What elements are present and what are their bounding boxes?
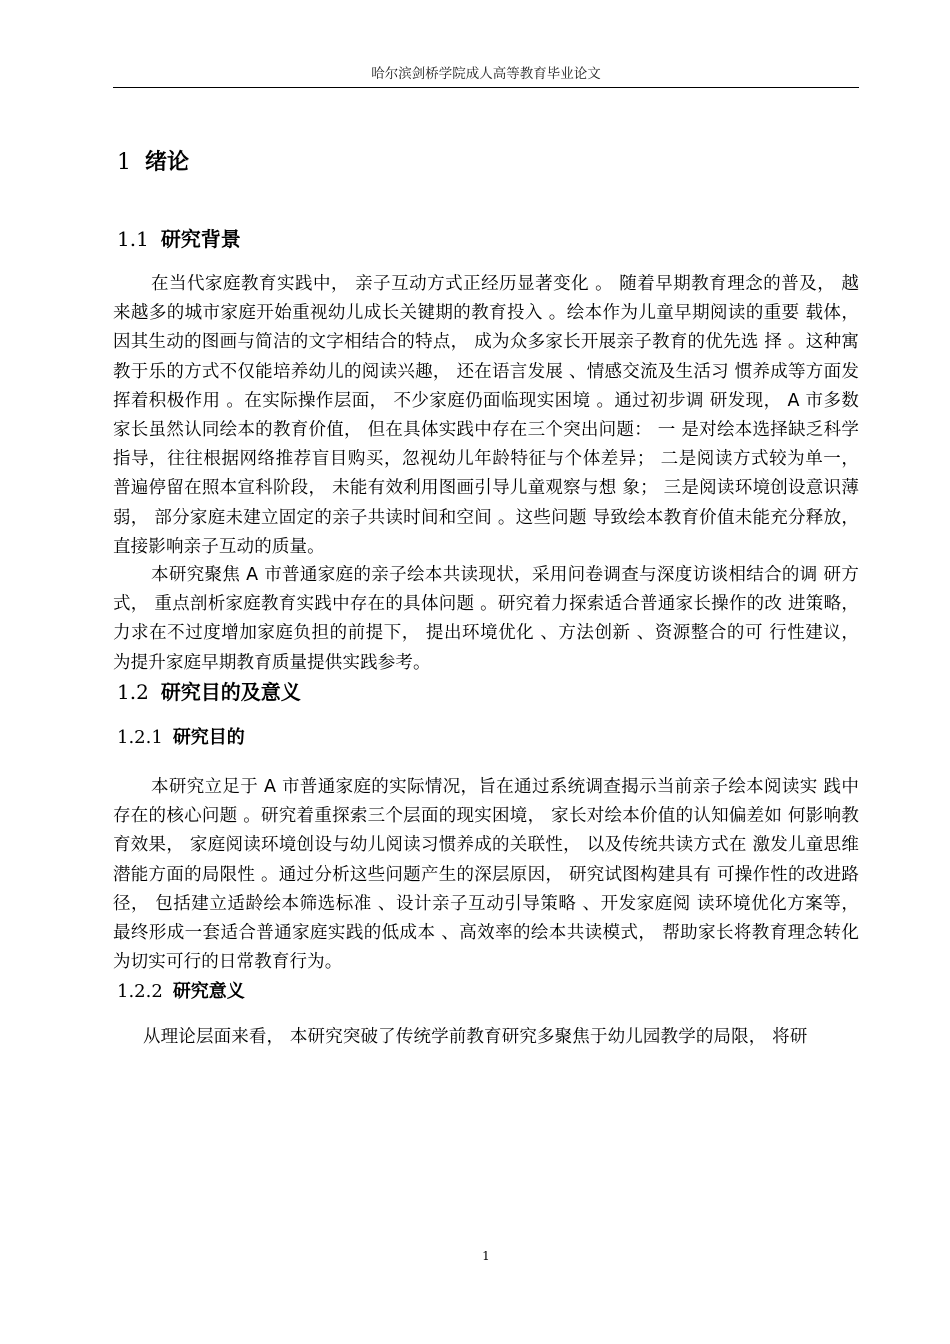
subsection-heading-meaning <box>117 979 245 1005</box>
background-paragraph-2: 本研究聚焦 A 市普通家庭的亲子绘本共读现状，采用问卷调查与深度访谈相结合的调 研方式， 重点剖析家庭教育实践中存在的具体问题 。研究着力探索适合普通家长操作的改 进策略， 力求在不过度增加家庭负担的前提下， 提出环境优化 、方法创新 、资源整合的可 行性建议， 为提升家庭早期教育质量提供实践参考。 <box>113 565 859 673</box>
subsection-heading-purpose <box>117 725 245 751</box>
section-title: 研究背景 <box>160 227 241 251</box>
section-number: 1.1 <box>117 227 149 251</box>
section-title: 研究目的及意义 <box>160 680 301 704</box>
subsection-number: 1.2.2 <box>117 981 163 1002</box>
meaning-paragraph: 从理论层面来看， 本研究突破了传统学前教育研究多聚焦于幼儿园教学的局限， 将研 <box>143 1027 808 1047</box>
chapter-number: 1 <box>117 150 131 175</box>
subsection-number: 1.2.1 <box>117 727 163 748</box>
section-heading-goal-meaning <box>117 678 301 706</box>
chapter-title: 绪论 <box>145 150 190 175</box>
section-number: 1.2 <box>117 680 149 704</box>
chapter-heading <box>117 148 189 178</box>
background-paragraph-1: 在当代家庭教育实践中， 亲子互动方式正经历显著变化 。 随着早期教育理念的普及， 越来越多的城市家庭开始重视幼儿成长关键期的教育投入 。绘本作为儿童早期阅读的重要 载体， 因其生动的图画与简洁的文字相结合的特点， 成为众多家长开展亲子教育的优先选 择 。这种寓教于乐的方式不仅能培养幼儿的阅读兴趣， 还在语言发展 、情感交流及生活习 惯养成等方面发挥着积极作用 。在实际操作层面， 不少家庭仍面临现实困境 。通过初步调 研发现， A 市多数家长虽然认同绘本的教育价值， 但在具体实践中存在三个突出问题： 一 是对绘本选择缺乏科学指导，往往根据网络推荐盲目购买，忽视幼儿年龄特征与个体差异； 二是阅读方式较为单一， 普遍停留在照本宣科阶段， 未能有效利用图画引导儿童观察与想 象； 三是阅读环境创设意识薄弱， 部分家庭未建立固定的亲子共读时间和空间 。这些问题 导致绘本教育价值未能充分释放， 直接影响亲子互动的质量。 <box>113 274 859 557</box>
running-header: 哈尔滨剑桥学院成人高等教育毕业论文 <box>371 66 601 82</box>
header-divider <box>113 87 859 88</box>
section-heading-background <box>117 225 241 253</box>
page-number: 1 <box>482 1249 490 1263</box>
subsection-title: 研究意义 <box>172 981 245 1002</box>
subsection-title: 研究目的 <box>172 727 245 748</box>
purpose-paragraph: 本研究立足于 A 市普通家庭的实际情况，旨在通过系统调查揭示当前亲子绘本阅读实 践中存在的核心问题 。研究着重探索三个层面的现实困境， 家长对绘本价值的认知偏差如 何影响教育效果， 家庭阅读环境创设与幼儿阅读习惯养成的关联性， 以及传统共读方式在 激发儿童思维潜能方面的局限性 。通过分析这些问题产生的深层原因， 研究试图构建具有 可操作性的改进路径， 包括建立适龄绘本筛选标准 、设计亲子互动引导策略 、开发家庭阅 读环境优化方案等， 最终形成一套适合普通家庭实践的低成本 、高效率的绘本共读模式， 帮助家长将教育理念转化为切实可行的日常教育行为。 <box>113 777 859 973</box>
